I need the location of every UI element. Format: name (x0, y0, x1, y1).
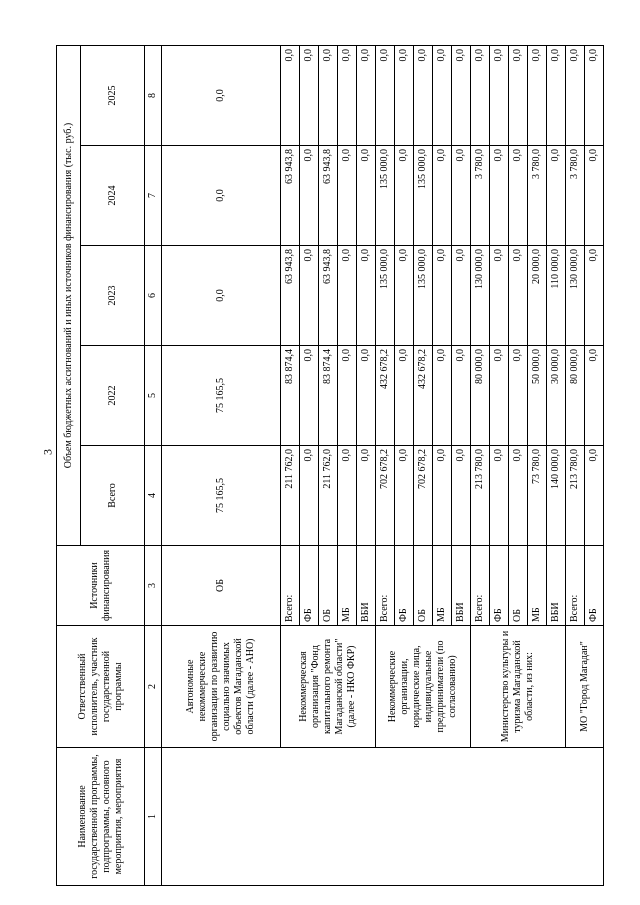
page-number: 3 (40, 449, 55, 455)
value-2025: 0,0 (585, 45, 604, 145)
column-index: 3 (145, 546, 162, 626)
value-total: 702 678,2 (376, 446, 395, 546)
value-2025: 0,0 (471, 45, 490, 145)
header-executor: Ответственный исполнитель, участник государственной программы (57, 626, 145, 748)
column-index-row (145, 45, 162, 885)
value-2025: 0,0 (300, 45, 319, 145)
value-2023: 135 000,0 (414, 246, 433, 346)
value-2024: 0,0 (585, 146, 604, 246)
value-2023: 0,0 (395, 246, 414, 346)
value-total: 213 780,0 (566, 446, 585, 546)
header-year-2025: 2025 (81, 45, 145, 145)
program-name-cell (162, 748, 604, 886)
value-2023: 0,0 (452, 246, 471, 346)
funding-source: ФБ (395, 546, 414, 626)
value-2023: 0,0 (162, 246, 281, 346)
funding-source: ВБИ (357, 546, 376, 626)
value-total: 0,0 (509, 446, 528, 546)
value-2022: 0,0 (395, 346, 414, 446)
value-2023: 130 000,0 (566, 246, 585, 346)
value-2024: 3 780,0 (528, 146, 547, 246)
column-index: 1 (145, 748, 162, 886)
value-2025: 0,0 (452, 45, 471, 145)
value-2023: 135 000,0 (376, 246, 395, 346)
value-2022: 0,0 (490, 346, 509, 446)
value-2023: 0,0 (338, 246, 357, 346)
value-2024: 0,0 (162, 146, 281, 246)
value-total: 213 780,0 (471, 446, 490, 546)
value-2025: 0,0 (414, 45, 433, 145)
value-2022: 50 000,0 (528, 346, 547, 446)
funding-source: ОБ (414, 546, 433, 626)
column-index: 6 (145, 246, 162, 346)
value-2022: 0,0 (452, 346, 471, 446)
table-row (162, 45, 281, 885)
value-2022: 75 165,5 (162, 346, 281, 446)
value-total: 73 780,0 (528, 446, 547, 546)
value-2022: 30 000,0 (547, 346, 566, 446)
value-total: 0,0 (338, 446, 357, 546)
value-2025: 0,0 (490, 45, 509, 145)
value-2025: 0,0 (433, 45, 452, 145)
value-2022: 80 000,0 (471, 346, 490, 446)
value-2022: 83 874,4 (319, 346, 338, 446)
value-2024: 0,0 (509, 146, 528, 246)
column-index: 5 (145, 346, 162, 446)
funding-source: Всего: (471, 546, 490, 626)
value-2022: 0,0 (338, 346, 357, 446)
value-2024: 0,0 (357, 146, 376, 246)
value-2025: 0,0 (162, 45, 281, 145)
value-2025: 0,0 (395, 45, 414, 145)
funding-source: ОБ (162, 546, 281, 626)
value-2022: 0,0 (300, 346, 319, 446)
column-index: 4 (145, 446, 162, 546)
value-2022: 0,0 (357, 346, 376, 446)
funding-source: Всего: (376, 546, 395, 626)
rotated-page-content (56, 46, 599, 886)
value-2024: 0,0 (433, 146, 452, 246)
value-2023: 63 943,8 (281, 246, 300, 346)
value-total: 702 678,2 (414, 446, 433, 546)
value-2023: 20 000,0 (528, 246, 547, 346)
funding-table (56, 45, 604, 886)
header-funding-sources: Источники финансирования (57, 546, 145, 626)
value-2022: 432 678,2 (414, 346, 433, 446)
value-2024: 3 780,0 (471, 146, 490, 246)
value-2023: 130 000,0 (471, 246, 490, 346)
funding-source: ФБ (300, 546, 319, 626)
value-2024: 3 780,0 (566, 146, 585, 246)
value-2025: 0,0 (547, 45, 566, 145)
header-year-2023: 2023 (81, 246, 145, 346)
value-2024: 0,0 (338, 146, 357, 246)
value-2025: 0,0 (376, 45, 395, 145)
value-total: 140 000,0 (547, 446, 566, 546)
funding-source: МБ (528, 546, 547, 626)
value-2024: 135 000,0 (414, 146, 433, 246)
value-2024: 0,0 (395, 146, 414, 246)
funding-source: МБ (338, 546, 357, 626)
participant-cell: Автономные некоммерческие организации по развитию социально значимых объектов Магаданской области (далее - АНО) (162, 626, 281, 748)
value-total: 0,0 (357, 446, 376, 546)
value-2025: 0,0 (338, 45, 357, 145)
value-total: 211 762,0 (319, 446, 338, 546)
value-2025: 0,0 (509, 45, 528, 145)
value-total: 0,0 (300, 446, 319, 546)
value-total: 0,0 (433, 446, 452, 546)
value-2022: 83 874,4 (281, 346, 300, 446)
value-2023: 0,0 (509, 246, 528, 346)
funding-source: ОБ (509, 546, 528, 626)
funding-source: ВБИ (452, 546, 471, 626)
column-index: 7 (145, 146, 162, 246)
header-year-2024: 2024 (81, 146, 145, 246)
value-2022: 80 000,0 (566, 346, 585, 446)
value-2023: 63 943,8 (319, 246, 338, 346)
value-2024: 63 943,8 (319, 146, 338, 246)
value-2023: 110 000,0 (547, 246, 566, 346)
value-2024: 0,0 (547, 146, 566, 246)
value-total: 211 762,0 (281, 446, 300, 546)
value-total: 0,0 (490, 446, 509, 546)
header-funding-volume: Объем бюджетных ассигнований и иных источников финансирования (тыс. руб.) (57, 45, 81, 545)
value-2025: 0,0 (319, 45, 338, 145)
funding-source: ФБ (585, 546, 604, 626)
column-index: 8 (145, 45, 162, 145)
participant-cell: МО "Город Магадан" (566, 626, 604, 748)
value-2023: 0,0 (300, 246, 319, 346)
column-index: 2 (145, 626, 162, 748)
participant-cell: Некоммерческие организации, юридические лица, индивидуальные предприниматели (по согласованию) (376, 626, 471, 748)
value-total: 0,0 (452, 446, 471, 546)
value-total: 0,0 (585, 446, 604, 546)
value-2023: 0,0 (585, 246, 604, 346)
value-total: 0,0 (395, 446, 414, 546)
participant-cell: Некоммерческая организация "Фонд капитального ремонта Магаданской области" (далее - НКО ФКР) (281, 626, 376, 748)
value-total: 75 165,5 (162, 446, 281, 546)
value-2025: 0,0 (281, 45, 300, 145)
funding-source: Всего: (281, 546, 300, 626)
funding-source: ОБ (319, 546, 338, 626)
value-2024: 0,0 (300, 146, 319, 246)
header-total: Всего (81, 446, 145, 546)
value-2025: 0,0 (528, 45, 547, 145)
header-year-2022: 2022 (81, 346, 145, 446)
value-2024: 0,0 (452, 146, 471, 246)
value-2022: 0,0 (433, 346, 452, 446)
participant-cell: Министерство культуры и туризма Магаданской области, из них: (471, 626, 566, 748)
value-2023: 0,0 (433, 246, 452, 346)
value-2022: 432 678,2 (376, 346, 395, 446)
value-2024: 0,0 (490, 146, 509, 246)
funding-source: МБ (433, 546, 452, 626)
value-2024: 135 000,0 (376, 146, 395, 246)
value-2023: 0,0 (357, 246, 376, 346)
funding-source: ФБ (490, 546, 509, 626)
header-program-name: Наименование государственной программы, подпрограммы, основного мероприятия, мероприятия (57, 748, 145, 886)
value-2025: 0,0 (357, 45, 376, 145)
value-2023: 0,0 (490, 246, 509, 346)
funding-source: Всего: (566, 546, 585, 626)
value-2022: 0,0 (585, 346, 604, 446)
funding-source: ВБИ (547, 546, 566, 626)
value-2025: 0,0 (566, 45, 585, 145)
value-2022: 0,0 (509, 346, 528, 446)
value-2024: 63 943,8 (281, 146, 300, 246)
